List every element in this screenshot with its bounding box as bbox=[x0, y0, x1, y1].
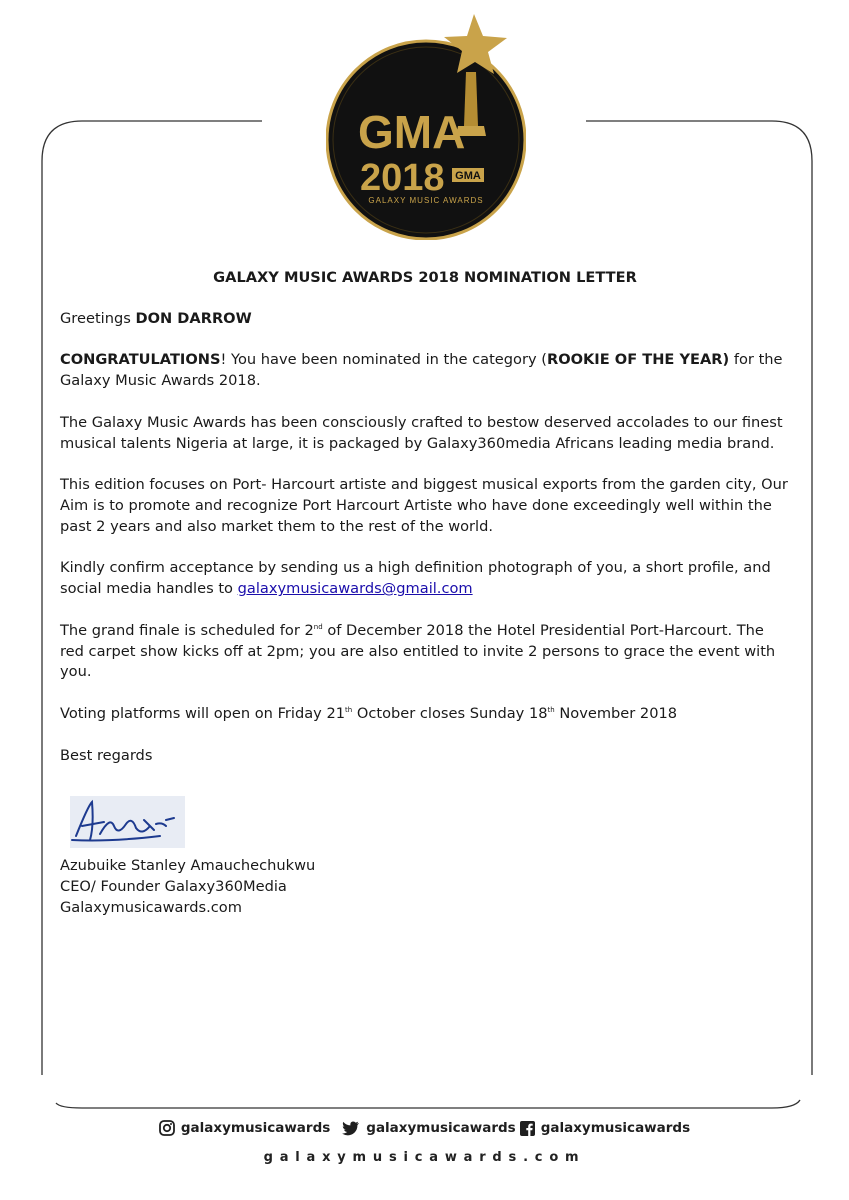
email-link[interactable]: galaxymusicawards@gmail.com bbox=[237, 580, 473, 598]
voting-paragraph: Voting platforms will open on Friday 21th October closes Sunday 18th November 2018 bbox=[60, 704, 678, 722]
instagram-icon bbox=[159, 1120, 175, 1136]
svg-text:GALAXY MUSIC AWARDS: GALAXY MUSIC AWARDS bbox=[368, 196, 484, 205]
confirm-paragraph: Kindly confirm acceptance by sending us a high definition photograph of you, a short profile, and social media handles to galaxymusicawards@gmail.com bbox=[60, 559, 771, 598]
signature bbox=[70, 796, 185, 848]
signer-site: Galaxymusicawards.com bbox=[60, 898, 242, 916]
closing: Best regards bbox=[60, 746, 153, 764]
category: ROOKIE OF THE YEAR) bbox=[546, 351, 730, 369]
instagram-handle[interactable]: galaxymusicawards bbox=[159, 1120, 330, 1136]
letter-body bbox=[60, 268, 790, 787]
facebook-icon bbox=[520, 1121, 535, 1136]
recipient-name: DON DARROW bbox=[135, 309, 252, 327]
edition-paragraph: This edition focuses on Port- Harcourt artiste and biggest musical exports from the garden city, Our Aim is to promote and recognize Port Harcourt Artiste who have done exceedingly well within the past 2 years and also market them to the rest of the world. bbox=[60, 476, 788, 535]
svg-text:GMA: GMA bbox=[455, 170, 481, 182]
signer-role: CEO/ Founder Galaxy360Media bbox=[60, 877, 287, 895]
gma-logo bbox=[326, 14, 526, 240]
social-handles bbox=[0, 1120, 849, 1136]
facebook-handle[interactable]: galaxymusicawards bbox=[520, 1120, 690, 1136]
congrats-paragraph: CONGRATULATIONS! You have been nominated in the category (ROOKIE OF THE YEAR) for the Galaxy Music Awards 2018. bbox=[60, 351, 783, 390]
twitter-icon bbox=[342, 1121, 360, 1136]
footer-website[interactable]: galaxymusicawards.com bbox=[263, 1150, 586, 1165]
greeting: Greetings DON DARROW bbox=[60, 309, 252, 327]
finale-paragraph: The grand finale is scheduled for 2nd of December 2018 the Hotel Presidential Port-Harcourt. The red carpet show kicks off at 2pm; you are also entitled to invite 2 persons to grace the event with you. bbox=[60, 621, 776, 681]
about-paragraph: The Galaxy Music Awards has been consciously crafted to bestow deserved accolades to our finest musical talents Nigeria at large, it is packaged by Galaxy360media Africans leading media brand. bbox=[60, 413, 783, 452]
letter-title: GALAXY MUSIC AWARDS 2018 NOMINATION LETTER bbox=[213, 269, 637, 286]
signer-block bbox=[60, 856, 315, 918]
svg-text:2018: 2018 bbox=[360, 157, 445, 199]
signer-name: Azubuike Stanley Amauchechukwu bbox=[60, 857, 316, 874]
svg-text:GMA: GMA bbox=[358, 106, 466, 158]
twitter-handle[interactable]: galaxymusicawards bbox=[342, 1120, 515, 1136]
